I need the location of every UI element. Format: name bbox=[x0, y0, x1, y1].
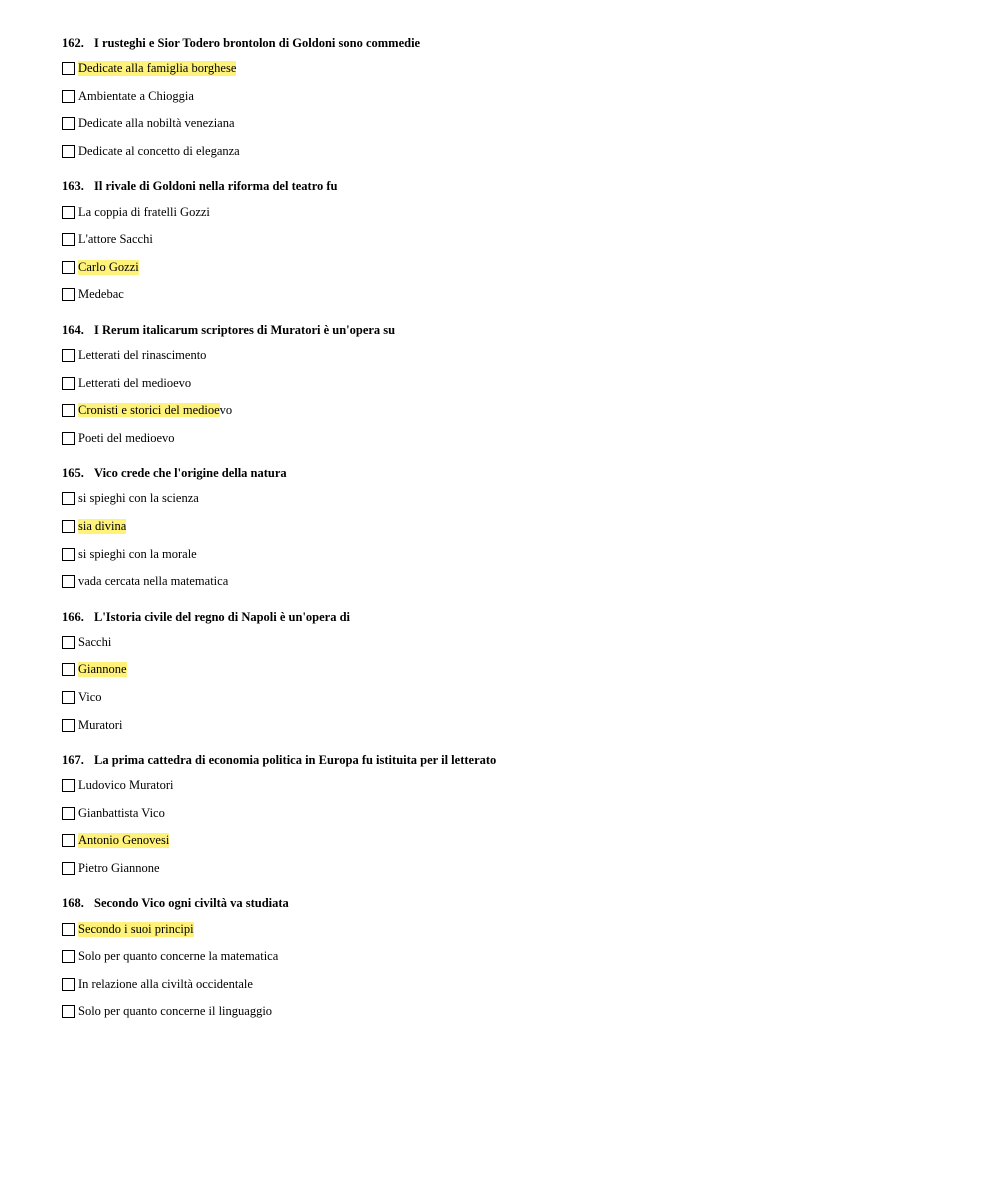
answer-label-highlighted: Dedicate alla famiglia borghese bbox=[78, 61, 237, 76]
answer-checkbox[interactable] bbox=[62, 62, 75, 75]
unhighlighted-segment: vo bbox=[219, 403, 233, 418]
question-text: I rusteghi e Sior Todero brontolon di Goldoni sono commedie bbox=[94, 36, 421, 50]
question-number: 167. bbox=[62, 752, 84, 767]
question-text: Vico crede che l'origine della natura bbox=[94, 466, 287, 481]
answer-label-highlighted: sia divina bbox=[78, 519, 127, 534]
answer-option[interactable] bbox=[62, 55, 962, 83]
answer-label: La coppia di fratelli Gozzi bbox=[78, 204, 210, 219]
answer-label: si spieghi con la morale bbox=[78, 546, 197, 561]
answer-option[interactable] bbox=[62, 855, 962, 883]
answer-label-highlighted: Secondo i suoi principi bbox=[78, 921, 194, 936]
answer-option[interactable] bbox=[62, 772, 962, 800]
answer-label: Ludovico Muratori bbox=[78, 778, 174, 793]
question-block bbox=[62, 322, 962, 452]
answer-option[interactable] bbox=[62, 397, 962, 425]
answer-checkbox[interactable] bbox=[62, 575, 75, 588]
answer-checkbox[interactable] bbox=[62, 1005, 75, 1018]
answer-option[interactable] bbox=[62, 629, 962, 657]
answer-label: Ambientate a Chioggia bbox=[78, 88, 194, 103]
answer-option[interactable] bbox=[62, 684, 962, 712]
answer-label-highlighted: Antonio Genovesi bbox=[78, 833, 170, 848]
question-number: 164. bbox=[62, 322, 84, 337]
answer-checkbox[interactable] bbox=[62, 349, 75, 362]
answer-checkbox[interactable] bbox=[62, 432, 75, 445]
question-title bbox=[62, 465, 962, 481]
answer-checkbox[interactable] bbox=[62, 145, 75, 158]
answer-option[interactable] bbox=[62, 827, 962, 855]
answer-option[interactable] bbox=[62, 110, 962, 138]
question-text: I Rerum italicarum scriptores di Muratori è un'opera su bbox=[94, 322, 396, 337]
answer-option[interactable] bbox=[62, 342, 962, 370]
question-number: 163. bbox=[62, 179, 84, 194]
answer-checkbox[interactable] bbox=[62, 663, 75, 676]
answer-checkbox[interactable] bbox=[62, 834, 75, 847]
question-block bbox=[62, 895, 962, 1025]
answer-label: si spieghi con la scienza bbox=[78, 491, 199, 506]
answer-option[interactable] bbox=[62, 513, 962, 541]
answer-checkbox[interactable] bbox=[62, 377, 75, 390]
answer-option[interactable] bbox=[62, 254, 962, 282]
answer-checkbox[interactable] bbox=[62, 233, 75, 246]
answer-label: Poeti del medioevo bbox=[78, 430, 175, 445]
question-block bbox=[62, 465, 962, 595]
question-text: Il rivale di Goldoni nella riforma del teatro fu bbox=[94, 179, 338, 194]
answer-label: Muratori bbox=[78, 717, 123, 732]
question-number: 166. bbox=[62, 609, 84, 624]
answer-checkbox[interactable] bbox=[62, 779, 75, 792]
question-text: L'Istoria civile del regno di Napoli è un'opera di bbox=[94, 609, 351, 624]
answer-option[interactable] bbox=[62, 656, 962, 684]
answer-checkbox[interactable] bbox=[62, 261, 75, 274]
question-block bbox=[62, 35, 962, 165]
question-text: La prima cattedra di economia politica in Europa fu istituita per il letterato bbox=[94, 752, 497, 767]
quiz-page bbox=[62, 35, 962, 1039]
answer-checkbox[interactable] bbox=[62, 691, 75, 704]
highlighted-segment: Cronisti e storici del medioe bbox=[78, 403, 220, 418]
answer-checkbox[interactable] bbox=[62, 719, 75, 732]
question-title bbox=[62, 609, 962, 625]
answer-checkbox[interactable] bbox=[62, 404, 75, 417]
answer-option[interactable] bbox=[62, 485, 962, 513]
question-text: Secondo Vico ogni civiltà va studiata bbox=[94, 896, 289, 911]
answer-checkbox[interactable] bbox=[62, 206, 75, 219]
answer-label: Dedicate al concetto di eleganza bbox=[78, 144, 240, 159]
answer-option[interactable] bbox=[62, 425, 962, 453]
answer-checkbox[interactable] bbox=[62, 548, 75, 561]
answer-label: vada cercata nella matematica bbox=[78, 574, 229, 589]
answer-option[interactable] bbox=[62, 281, 962, 309]
answer-checkbox[interactable] bbox=[62, 492, 75, 505]
answer-checkbox[interactable] bbox=[62, 862, 75, 875]
answer-label: Letterati del medioevo bbox=[78, 375, 192, 390]
answer-label: Letterati del rinascimento bbox=[78, 348, 207, 363]
answer-label bbox=[78, 403, 232, 418]
answer-label: In relazione alla civiltà occidentale bbox=[78, 976, 253, 991]
answer-checkbox[interactable] bbox=[62, 90, 75, 103]
question-title bbox=[62, 178, 962, 194]
answer-option[interactable] bbox=[62, 198, 962, 226]
answer-label: Medebac bbox=[78, 287, 124, 302]
answer-checkbox[interactable] bbox=[62, 636, 75, 649]
question-block bbox=[62, 178, 962, 308]
question-title bbox=[62, 35, 962, 51]
answer-option[interactable] bbox=[62, 138, 962, 166]
question-number: 162. bbox=[62, 36, 84, 50]
answer-option[interactable] bbox=[62, 998, 962, 1026]
answer-label: L'attore Sacchi bbox=[78, 232, 153, 247]
answer-label: Sacchi bbox=[78, 634, 112, 649]
question-number: 168. bbox=[62, 896, 84, 911]
answer-option[interactable] bbox=[62, 568, 962, 596]
answer-option[interactable] bbox=[62, 970, 962, 998]
answer-checkbox[interactable] bbox=[62, 288, 75, 301]
answer-checkbox[interactable] bbox=[62, 520, 75, 533]
answer-label: Pietro Giannone bbox=[78, 860, 160, 875]
answer-checkbox[interactable] bbox=[62, 807, 75, 820]
question-block bbox=[62, 609, 962, 739]
answer-label: Solo per quanto concerne la matematica bbox=[78, 949, 279, 964]
answer-option[interactable] bbox=[62, 369, 962, 397]
answer-option[interactable] bbox=[62, 943, 962, 971]
answer-label: Gianbattista Vico bbox=[78, 805, 165, 820]
question-title bbox=[62, 895, 962, 911]
question-title bbox=[62, 322, 962, 338]
answer-checkbox[interactable] bbox=[62, 950, 75, 963]
answer-checkbox[interactable] bbox=[62, 978, 75, 991]
answer-option[interactable] bbox=[62, 799, 962, 827]
answer-option[interactable] bbox=[62, 83, 962, 111]
answer-label: Solo per quanto concerne il linguaggio bbox=[78, 1004, 273, 1019]
answer-checkbox[interactable] bbox=[62, 117, 75, 130]
answer-option[interactable] bbox=[62, 711, 962, 739]
question-block bbox=[62, 752, 962, 882]
answer-option[interactable] bbox=[62, 540, 962, 568]
question-number: 165. bbox=[62, 466, 84, 481]
answer-label: Dedicate alla nobiltà veneziana bbox=[78, 116, 235, 131]
answer-option[interactable] bbox=[62, 915, 962, 943]
answer-label: Vico bbox=[78, 689, 102, 704]
answer-checkbox[interactable] bbox=[62, 923, 75, 936]
answer-option[interactable] bbox=[62, 226, 962, 254]
question-title bbox=[62, 752, 962, 768]
answer-label-highlighted: Giannone bbox=[78, 662, 127, 677]
answer-label-highlighted: Carlo Gozzi bbox=[78, 259, 139, 274]
